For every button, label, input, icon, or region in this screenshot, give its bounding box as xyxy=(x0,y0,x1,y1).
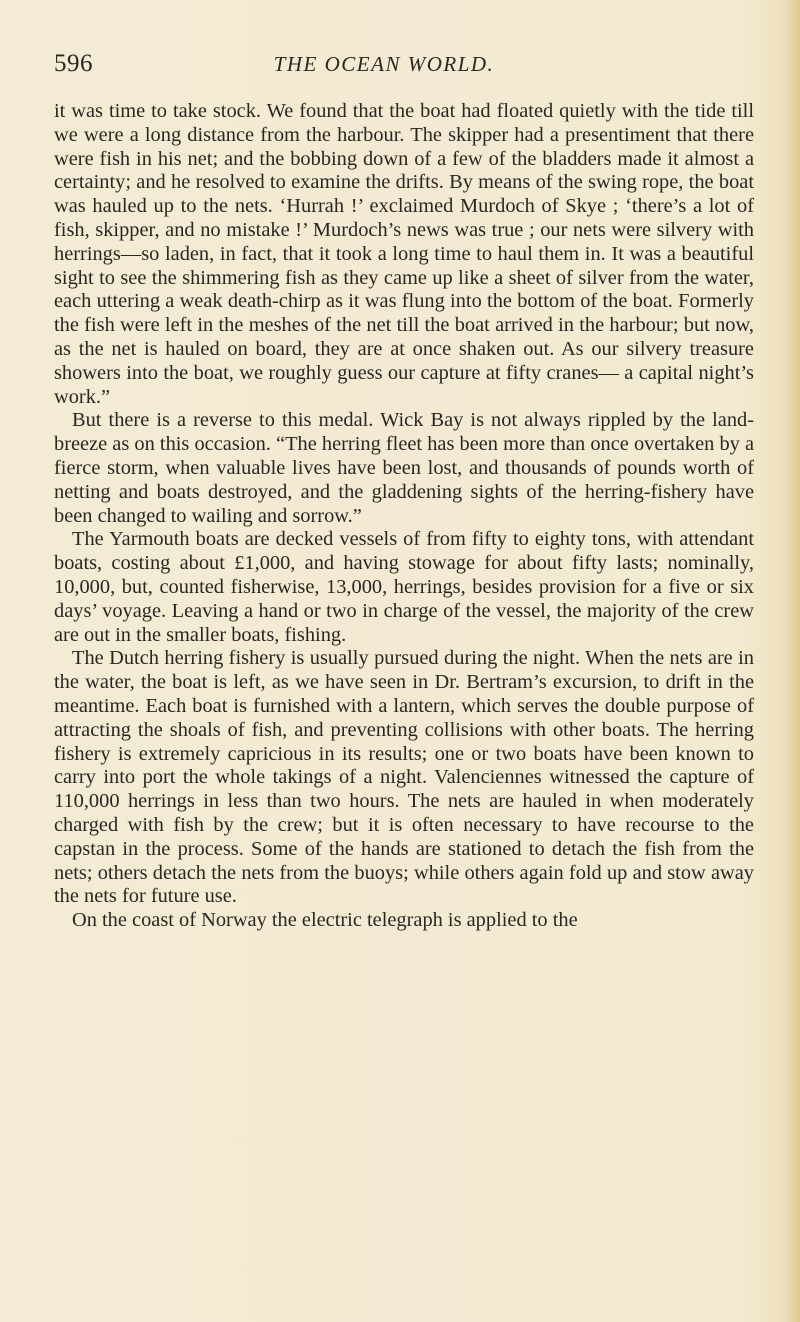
paragraph-2: But there is a reverse to this medal. Wick Bay is not always rippled by the land-breeze as on this occasion. “The herring fleet has been more than once overtaken by a fierce storm, when valuable lives have been lost, and thousands of pounds worth of netting and boats destroyed, and the gladdening sights of the herring-fishery have been changed to wailing and sorrow.” xyxy=(54,409,754,527)
body-text xyxy=(54,100,754,933)
paragraph-4: The Dutch herring fishery is usually pursued during the night. When the nets are in the water, the boat is left, as we have seen in Dr. Bertram’s excursion, to drift in the meantime. Each boat is furnished with a lantern, which serves the double purpose of attracting the shoals of fish, and preventing collisions with other boats. The herring fishery is extremely capricious in its results; one or two boats have been known to carry into port the whole takings of a night. Valenciennes witnessed the capture of 110,000 herrings in less than two hours. The nets are hauled in when moderately charged with fish by the crew; but it is often necessary to have recourse to the capstan in the process. Some of the hands are stationed to detach the fish from the nets; others detach the nets from the buoys; while others again fold up and stow away the nets for future use. xyxy=(54,647,754,908)
page-number: 596 xyxy=(54,50,93,77)
paragraph-5: On the coast of Norway the electric telegraph is applied to the xyxy=(72,909,578,932)
page-edge-shadow xyxy=(786,0,800,1322)
paragraph-1: it was time to take stock. We found that the boat had floated quietly with the tide till we were a long distance from the harbour. The skipper had a presentiment that there were fish in his net; and the bobbing down of a few of the bladders made it almost a certainty; and he resolved to examine the drifts. By means of the swing rope, the boat was hauled up to the nets. ‘Hurrah !’ exclaimed Murdoch of Skye ; ‘there’s a lot of fish, skipper, and no mistake !’ Murdoch’s news was true ; our nets were silvery with herrings—so laden, in fact, that it took a long time to haul them in. It was a beautiful sight to see the shimmering fish as they came up like a sheet of silver from the water, each uttering a weak death-chirp as it was flung into the bottom of the boat. Formerly the fish were left in the meshes of the net till the boat arrived in the harbour; but now, as the net is hauled on board, they are at once shaken out. As our silvery treasure showers into the boat, we roughly guess our capture at fifty cranes— a capital night’s work.” xyxy=(54,100,754,408)
running-title: THE OCEAN WORLD. xyxy=(273,52,495,76)
running-head xyxy=(54,50,714,84)
paragraph-3: The Yarmouth boats are decked vessels of from fifty to eighty tons, with attendant boats, costing about £1,000, and having stowage for about fifty lasts; nominally, 10,000, but, counted fisherwise, 13,000, herrings, besides provision for a five or six days’ voyage. Leaving a hand or two in charge of the vessel, the majority of the crew are out in the smaller boats, fishing. xyxy=(54,528,754,646)
